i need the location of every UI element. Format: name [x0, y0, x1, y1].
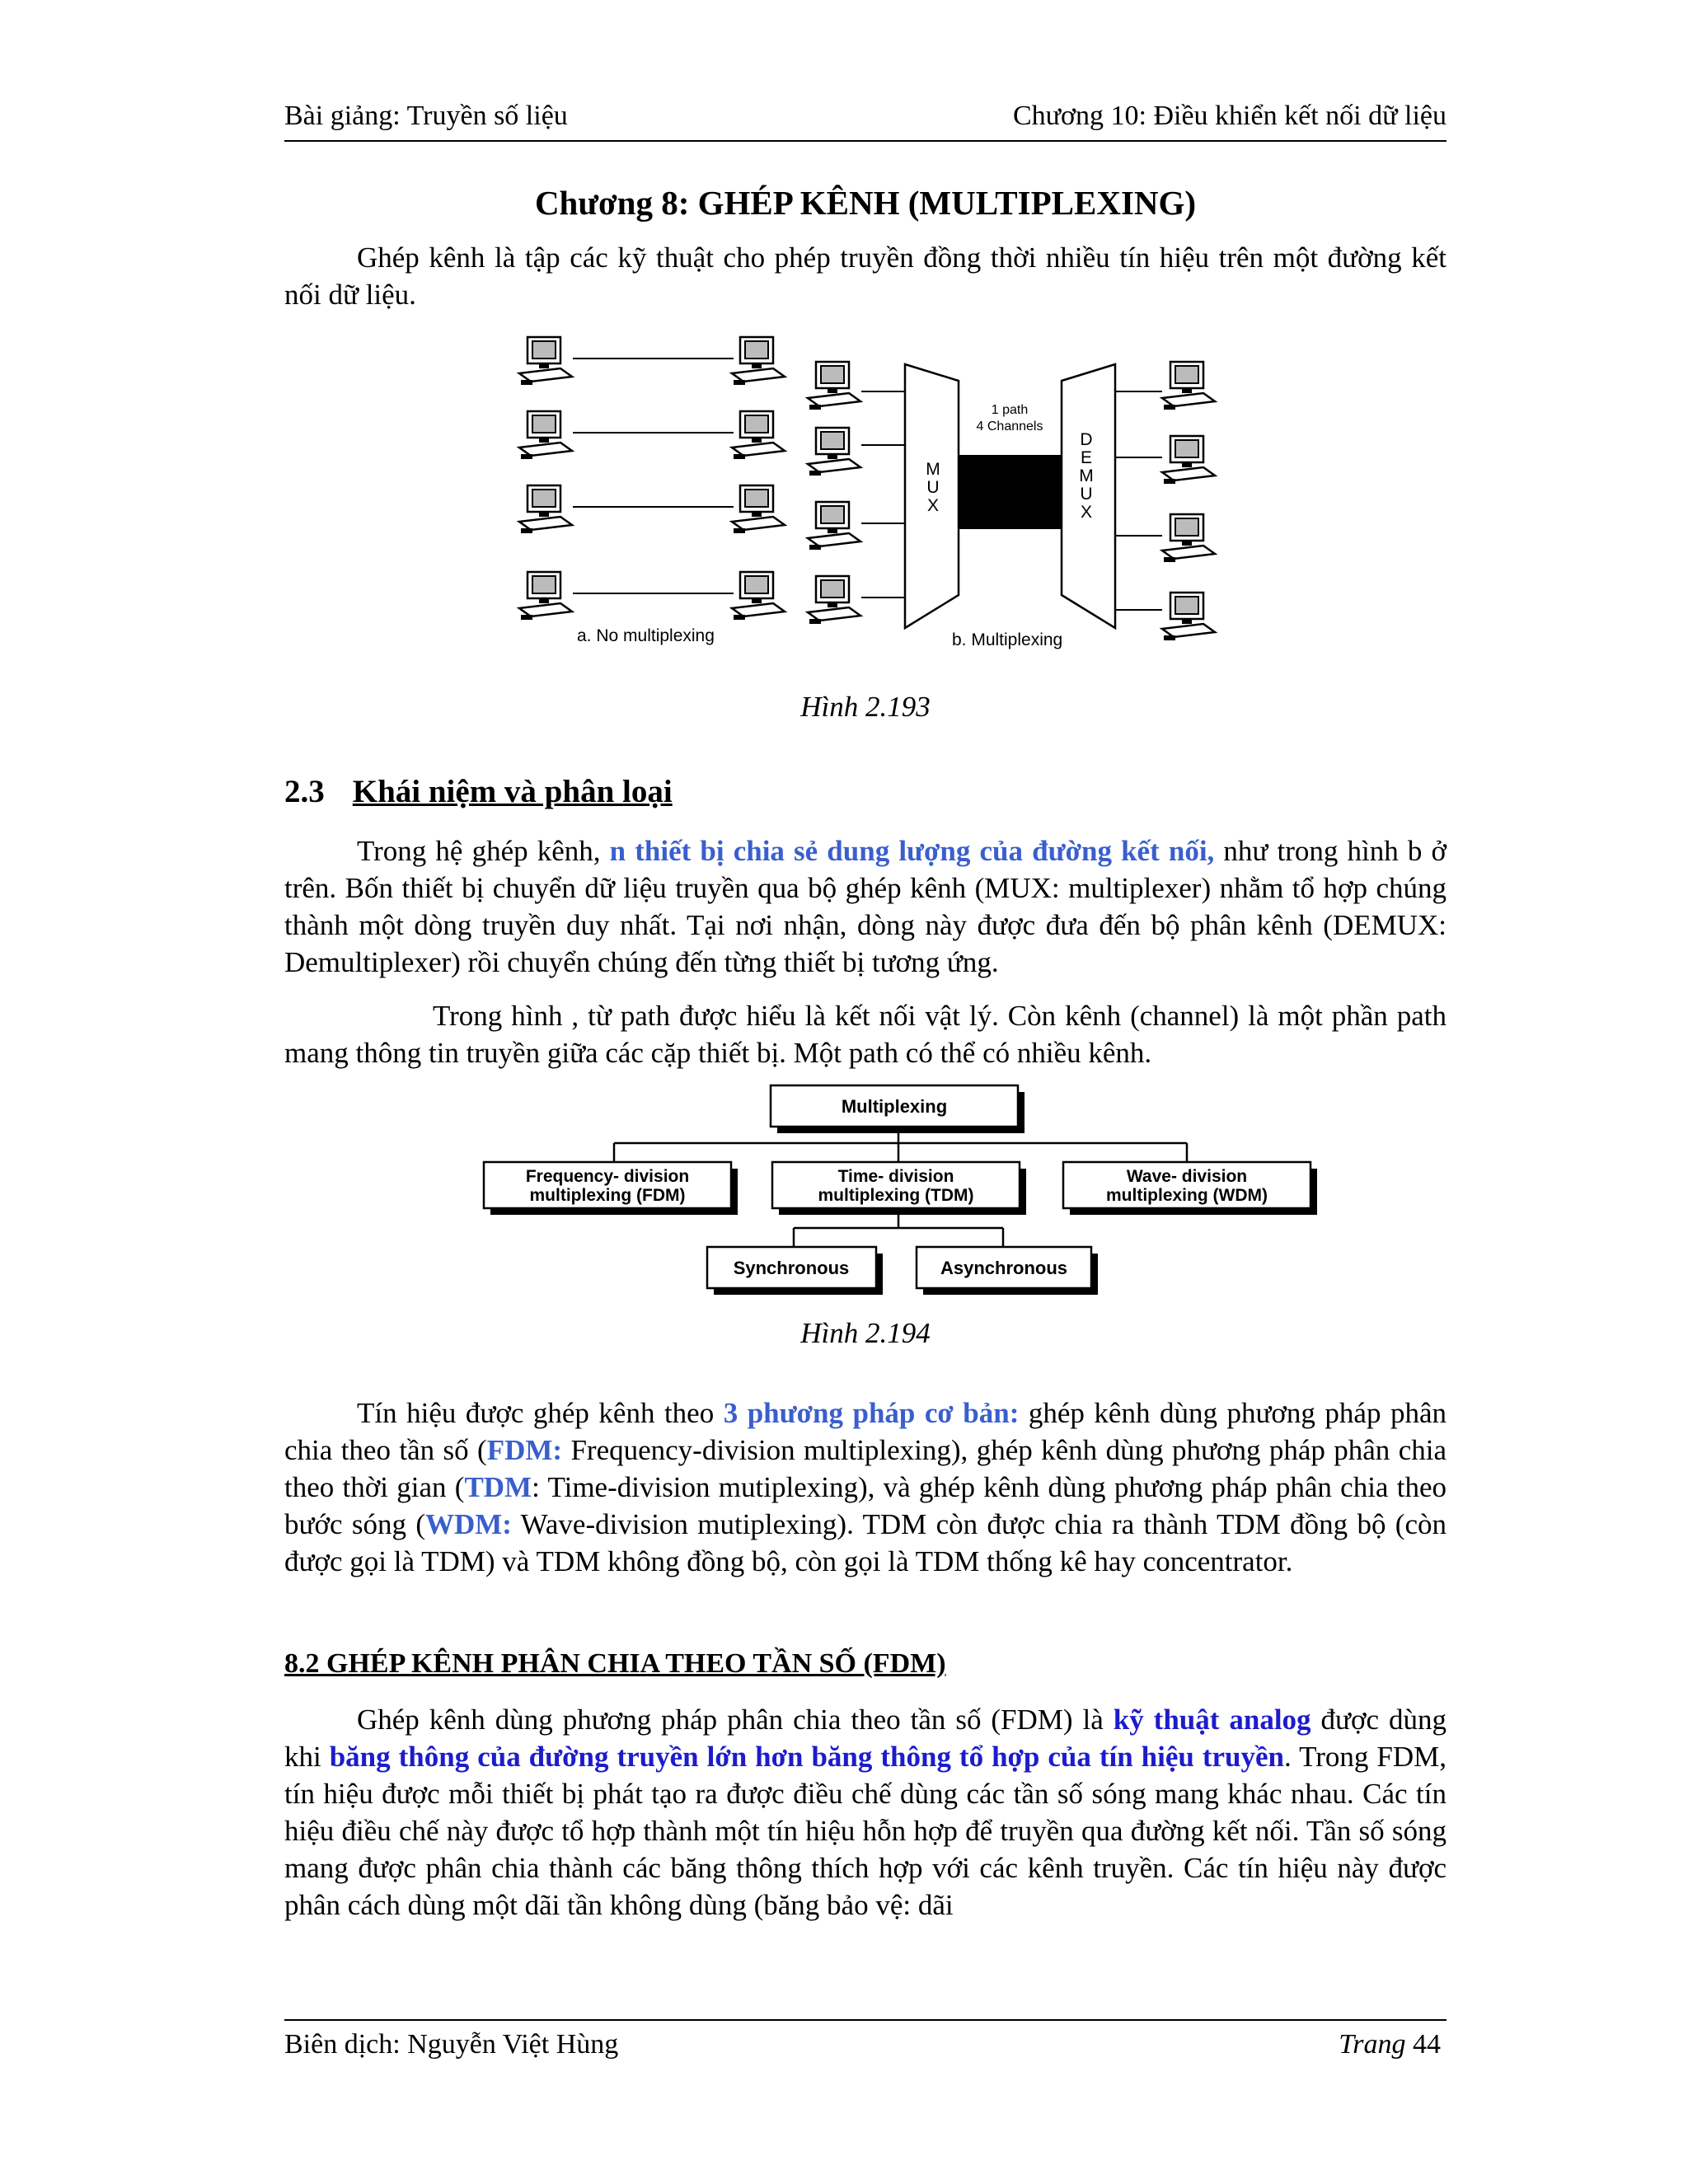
section-heading [284, 773, 673, 810]
figure-multiplexing-tree [478, 1084, 1319, 1302]
mux-letter: M [926, 460, 940, 479]
computer-icon [519, 485, 572, 533]
highlight-analog: kỹ thuật analog [1113, 1704, 1311, 1736]
section-number: 2.3 [284, 774, 325, 809]
highlight-wdm: WDM: [424, 1508, 512, 1540]
no-mux-links [573, 359, 734, 593]
computer-icon [519, 572, 572, 620]
path-label: 1 path [991, 403, 1029, 417]
demux-letter: E [1080, 448, 1093, 467]
computer-icon [808, 576, 860, 624]
node-tdm [772, 1162, 1026, 1215]
figure-multiplexing-diagram [511, 321, 1253, 659]
page-number: Trang 44 [1339, 2029, 1441, 2060]
svg-text:Wave- division: Wave- division [1126, 1167, 1248, 1186]
svg-text:Frequency- division: Frequency- division [525, 1167, 690, 1186]
label-no-mux: a. No multiplexing [577, 626, 715, 645]
highlight-fdm: FDM: [486, 1434, 563, 1466]
header-right: Chương 10: Điều khiển kết nối dữ liệu [1012, 101, 1447, 131]
mux-letter: U [926, 478, 940, 497]
demux-output-links [1115, 391, 1162, 610]
svg-text:Multiplexing: Multiplexing [841, 1096, 948, 1117]
footer-left: Biên dịch: Nguyễn Việt Hùng [284, 2029, 619, 2060]
fdm-section-title: 8.2 GHÉP KÊNH PHÂN CHIA THEO TẦN SỐ (FDM) [284, 1648, 946, 1679]
section-paragraph-2: Trong hình , từ path được hiểu là kết nối vật lý. Còn kênh (channel) là một phần path mang thông tin truyền giữa các cặp thiết bị. Một path có thể có nhiều kênh. [284, 1000, 1447, 1069]
node-synchronous [707, 1247, 883, 1295]
shared-path [959, 455, 1062, 529]
methods-paragraph: Tín hiệu được ghép kênh theo 3 phương pháp cơ bản: ghép kênh dùng phương pháp phân chia theo tần số (FDM: Frequency-division multiplexing), ghép kênh dùng phương pháp phân chia theo thời gian (TDM: Time-division mutiplexing), và ghép kênh dùng phương pháp phân chia theo bước sóng (WDM: Wave-division mutiplexing). TDM còn được chia ra thành TDM đồng bộ (còn được gọi là TDM) và TDM không đồng bộ, còn gọi là TDM thống kê hay concentrator. [284, 1397, 1447, 1577]
node-wdm [1063, 1162, 1317, 1215]
computer-icon [732, 337, 785, 385]
highlight-text: n thiết bị chia sẻ dung lượng của đường kết nối, [609, 835, 1215, 867]
mux-input-links [861, 391, 905, 598]
computer-icon [732, 572, 785, 620]
demux-letter: D [1080, 430, 1093, 449]
node-multiplexing [771, 1085, 1025, 1133]
computer-icon [1162, 593, 1215, 640]
highlight-bandwidth: băng thông của đường truyền lớn hơn băng thông tổ hợp của tín hiệu truyền [329, 1741, 1284, 1773]
svg-text:multiplexing (FDM): multiplexing (FDM) [529, 1186, 686, 1205]
svg-text:Synchronous: Synchronous [733, 1258, 850, 1278]
computer-icon [1162, 514, 1215, 562]
mux-letter: X [926, 496, 940, 515]
svg-text:multiplexing (TDM): multiplexing (TDM) [818, 1186, 974, 1205]
computer-icon [1162, 362, 1215, 410]
computer-icon [808, 502, 860, 550]
computer-icon [808, 362, 860, 410]
svg-text:Time- division: Time- division [837, 1167, 954, 1186]
computer-icon [732, 485, 785, 533]
computer-icon [519, 411, 572, 459]
footer-rule [284, 2019, 1447, 2021]
figure2-caption: Hình 2.194 [800, 1317, 931, 1349]
channels-label: 4 Channels [976, 419, 1043, 434]
demux-letter: X [1080, 503, 1093, 522]
computer-icon [808, 428, 860, 476]
svg-text:Asynchronous: Asynchronous [940, 1258, 1068, 1278]
demux-letter: M [1079, 466, 1094, 485]
header-left: Bài giảng: Truyền số liệu [284, 101, 568, 131]
header-rule [284, 140, 1447, 142]
figure1-caption: Hình 2.193 [800, 691, 931, 723]
chapter-title: Chương 8: GHÉP KÊNH (MULTIPLEXING) [534, 184, 1197, 222]
label-mux: b. Multiplexing [952, 630, 1063, 649]
node-fdm [484, 1162, 738, 1215]
highlight-tdm: TDM [464, 1471, 532, 1503]
computer-icon [732, 411, 785, 459]
node-asynchronous [917, 1247, 1098, 1295]
demux-letter: U [1080, 485, 1093, 504]
highlight-text: 3 phương pháp cơ bản: [723, 1397, 1020, 1429]
fdm-paragraph: Ghép kênh dùng phương pháp phân chia theo tần số (FDM) là kỹ thuật analog được dùng khi băng thông của đường truyền lớn hơn băng thông tổ hợp của tín hiệu truyền. Trong FDM, tín hiệu được mỗi thiết bị phát tạo ra được điều chế dùng các tần số sóng mang khác nhau. Các tín hiệu điều chế này được tổ hợp thành một tín hiệu hỗn hợp để truyền qua đường kết nối. Tần số sóng mang được phân chia thành các băng thông thích hợp với các kênh truyền. Các tín hiệu này được phân cách dùng một dãi tần không dùng (băng bảo vệ: dãi [284, 1704, 1447, 1921]
section-paragraph-1: Trong hệ ghép kênh, n thiết bị chia sẻ dung lượng của đường kết nối, như trong hình b ở trên. Bốn thiết bị chuyển dữ liệu truyền qua bộ ghép kênh (MUX: multiplexer) nhằm tổ hợp chúng thành một dòng truyền duy nhất. Tại nơi nhận, dòng này được đưa đến bộ phân kênh (DEMUX: Demultiplexer) rồi chuyển chúng đến từng thiết bị tương ứng. [284, 835, 1447, 978]
section-title: Khái niệm và phân loại [352, 774, 673, 809]
svg-text:multiplexing (WDM): multiplexing (WDM) [1106, 1186, 1268, 1205]
computer-icon [519, 337, 572, 385]
computer-icon [1162, 436, 1215, 484]
intro-paragraph: Ghép kênh là tập các kỹ thuật cho phép truyền đồng thời nhiều tín hiệu trên một đường kết nối dữ liệu. [284, 241, 1447, 311]
